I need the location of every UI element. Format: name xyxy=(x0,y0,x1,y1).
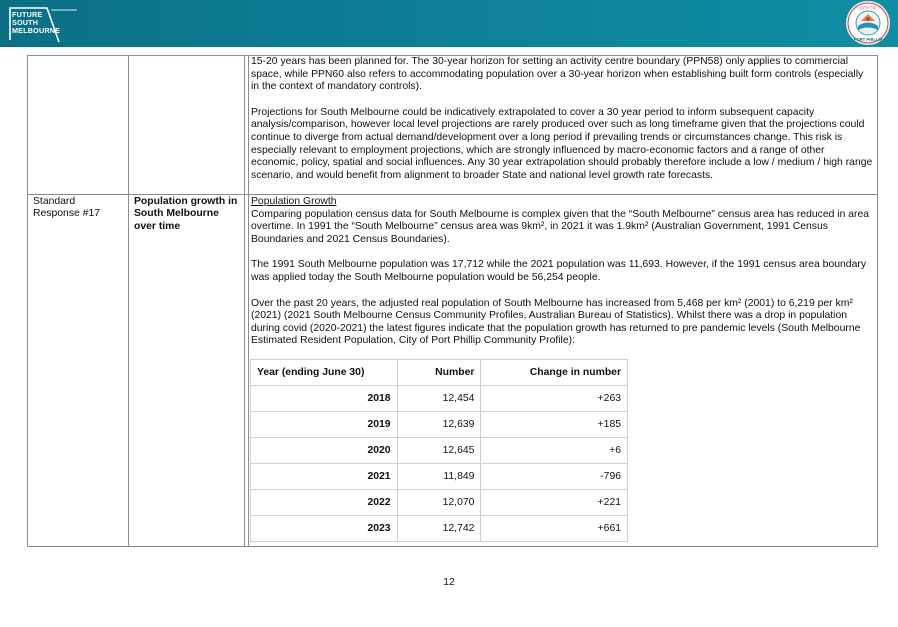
table-row xyxy=(251,490,628,516)
column-divider-3 xyxy=(248,56,249,546)
seal-bottom-text: PORT PHILLIP xyxy=(853,37,883,42)
header-change: Change in number xyxy=(481,360,628,386)
number-cell: 11,849 xyxy=(397,464,481,490)
change-cell: +263 xyxy=(481,386,628,412)
row2-paragraph-1: Comparing population census data for South Melbourne is complex given that the “South Melbourne” census area has reduced in area overtime. In 1991 the “South Melbourne” census area was 9km², in 2021 it was 1.9km² (Australian Government, 1991 Census Boundaries and 2021 Census Boundaries). xyxy=(251,208,870,245)
column-divider-2 xyxy=(244,56,245,546)
table-row xyxy=(251,438,628,464)
header-banner xyxy=(0,0,898,47)
number-cell: 12,454 xyxy=(397,386,481,412)
population-table xyxy=(250,359,628,542)
logo-line-1: FUTURE xyxy=(12,10,43,19)
year-cell: 2023 xyxy=(251,516,398,542)
number-cell: 12,645 xyxy=(397,438,481,464)
row1-content xyxy=(251,56,873,182)
topic-label: Population growth in South Melbourne over time xyxy=(134,196,238,232)
logo-line-3: MELBOURNE xyxy=(12,26,61,35)
year-cell: 2020 xyxy=(251,438,398,464)
page-number: 12 xyxy=(443,577,455,588)
row2-paragraph-2: The 1991 South Melbourne population was 17,712 while the 2021 population was 11,693. However, if the 1991 census area boundary was applied today the South Melbourne population would be 56,254 people. xyxy=(251,259,867,283)
year-cell: 2022 xyxy=(251,490,398,516)
number-cell: 12,639 xyxy=(397,412,481,438)
seal-top-text: CITY OF xyxy=(859,5,877,11)
change-cell: +221 xyxy=(481,490,628,516)
table-row xyxy=(251,464,628,490)
logo-line-2: SOUTH xyxy=(12,18,39,27)
change-cell: -796 xyxy=(481,464,628,490)
year-cell: 2019 xyxy=(251,412,398,438)
logo-text xyxy=(12,11,60,35)
row2-paragraph-3: Over the past 20 years, the adjusted real population of South Melbourne has increased from 5,468 per km² (2001) to 6,219 per km² (2021) (2021 South Melbourne Census Community Profiles, Australian Bureau of Statistics). Whilst there was a drop in population during covid (2020-2021) the latest figures indicate that the population growth has returned to pre pandemic levels (South Melbourne Estimated Resident Population, City of Port Phillip Community Profile): xyxy=(251,297,861,347)
number-cell: 12,742 xyxy=(397,516,481,542)
header-number: Number xyxy=(397,360,481,386)
row1-paragraph-2: Projections for South Melbourne could be indicatively extrapolated to cover a 30 year period to inform subsequent capacity analysis/comparison, however local level projections are rarely produced over such as long timeframe given that the projections could continue to diverge from actual demand/development over a long period if prevailing trends or circumstances change. This risk is especially relevant to employment projections, which are strongly influenced by macro-economic factors and a range of other economic, policy, spatial and social influences. Any 30 year extrapolation should probably therefore include a low / medium / high range scenario, and would benefit from alignment to broader State and national level growth rate forecasts. xyxy=(251,106,873,181)
table-row xyxy=(251,386,628,412)
city-of-port-phillip-seal xyxy=(846,1,890,45)
change-cell: +6 xyxy=(481,438,628,464)
table-header-row xyxy=(251,360,628,386)
header-year: Year (ending June 30) xyxy=(251,360,398,386)
row-divider xyxy=(28,194,877,195)
number-cell: 12,070 xyxy=(397,490,481,516)
column-divider-1 xyxy=(128,56,129,546)
year-cell: 2021 xyxy=(251,464,398,490)
table-row xyxy=(251,516,628,542)
section-heading: Population Growth xyxy=(251,196,337,207)
table-row xyxy=(251,412,628,438)
change-cell: +661 xyxy=(481,516,628,542)
seal-icon xyxy=(846,1,890,45)
row1-paragraph-1: 15-20 years has been planned for. The 30-year horizon for setting an activity centre boundary (PPN58) only applies to commercial space, while PPN60 also refers to accommodating population over a 30-year horizon when establishing built form controls (especially in the context of mandatory controls). xyxy=(251,56,864,93)
standard-response-label: Standard Response #17 xyxy=(33,196,101,220)
row2-content xyxy=(251,196,873,348)
year-cell: 2018 xyxy=(251,386,398,412)
change-cell: +185 xyxy=(481,412,628,438)
